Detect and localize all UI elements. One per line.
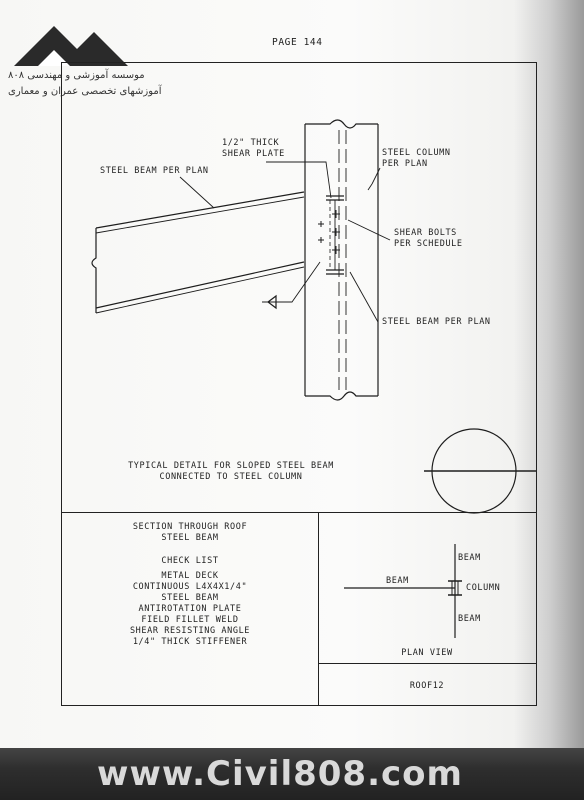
checklist-item: STEEL BEAM — [161, 593, 219, 603]
logo-text-line2: آموزشهای تخصصی عمران و معماری — [8, 86, 162, 97]
plan-label-column: COLUMN — [466, 583, 501, 593]
checklist-item: 1/4" THICK STIFFENER — [132, 637, 248, 647]
plan-view-caption: PLAN VIEW — [401, 648, 453, 658]
logo-text-line1: موسسه آموزشی و مهندسی ۸۰۸ — [8, 70, 145, 81]
watermark-text: www.Civil808.com — [97, 754, 463, 794]
label-column-per-plan: PER PLAN — [382, 159, 428, 169]
detail-title-line1: TYPICAL DETAIL FOR SLOPED STEEL BEAM — [128, 461, 334, 471]
label-shear-plate: SHEAR PLATE — [222, 149, 285, 159]
checklist-item: METAL DECK — [161, 571, 219, 581]
checklist-title: CHECK LIST — [161, 556, 219, 566]
page-number: PAGE 144 — [272, 37, 323, 48]
checklist-item: SHEAR RESISTING ANGLE — [129, 626, 251, 636]
sheet-id: ROOF12 — [409, 681, 445, 691]
section-title-line1: SECTION THROUGH ROOF — [132, 522, 248, 532]
checklist-item: FIELD FILLET WELD — [141, 615, 239, 625]
label-shear-plate-thickness: 1/2" THICK — [222, 138, 280, 148]
section-title-line2: STEEL BEAM — [161, 533, 219, 543]
checklist-item: ANTIROTATION PLATE — [138, 604, 242, 614]
detail-title-line2: CONNECTED TO STEEL COLUMN — [159, 472, 303, 482]
label-steel-beam-left: STEEL BEAM PER PLAN — [100, 166, 209, 176]
plan-label-beam-bottom: BEAM — [458, 614, 481, 624]
label-shear-bolts: SHEAR BOLTS — [394, 228, 457, 238]
label-per-schedule: PER SCHEDULE — [394, 239, 463, 249]
label-steel-column: STEEL COLUMN — [382, 148, 451, 158]
plan-label-beam-top: BEAM — [458, 553, 481, 563]
plan-label-beam-left: BEAM — [386, 576, 409, 586]
label-steel-beam-right: STEEL BEAM PER PLAN — [382, 317, 491, 327]
checklist-item: CONTINUOUS L4X4X1/4" — [132, 582, 248, 592]
